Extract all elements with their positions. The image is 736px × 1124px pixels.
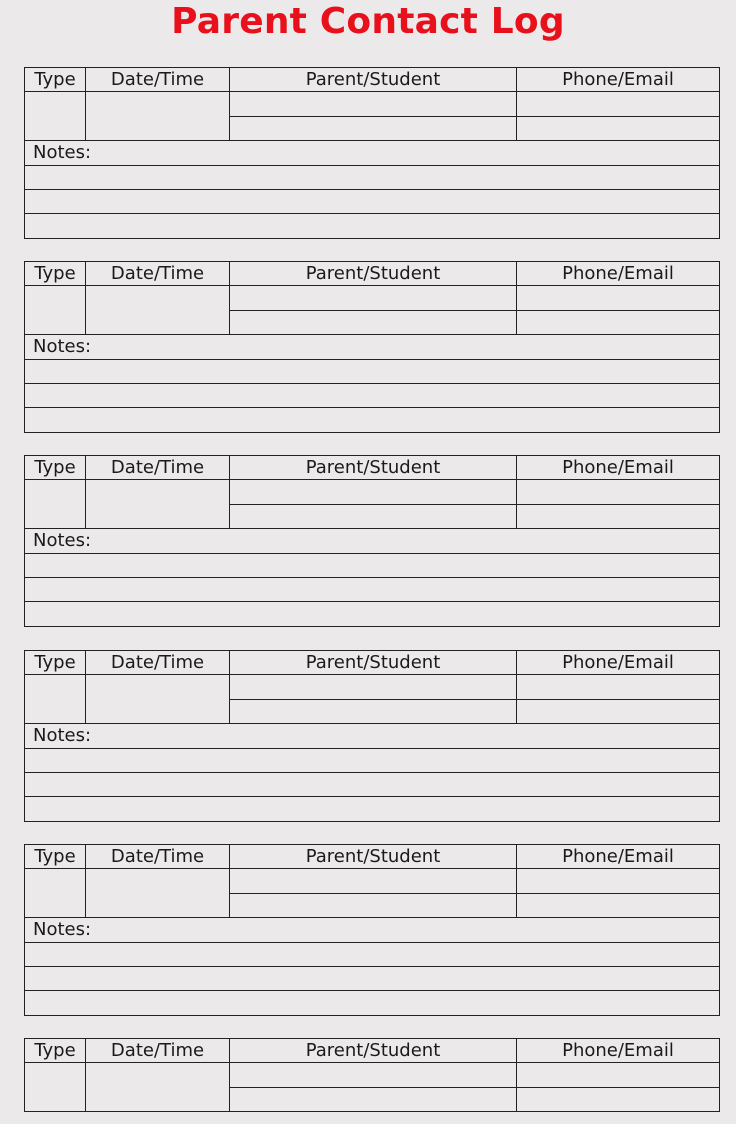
notes-label: Notes: <box>33 530 92 552</box>
header-datetime <box>85 650 230 675</box>
phone-email-field[interactable] <box>516 699 720 724</box>
phone-email-field[interactable] <box>516 674 720 699</box>
header-datetime <box>85 455 230 480</box>
contact-entry <box>24 261 719 432</box>
header-parent-student-label: Parent/Student <box>305 263 441 284</box>
notes-line[interactable] <box>24 213 720 238</box>
header-datetime-label: Date/Time <box>110 652 205 673</box>
parent-student-field[interactable] <box>229 868 517 893</box>
header-phone-email-label: Phone/Email <box>562 846 674 867</box>
notes-line[interactable] <box>24 383 720 408</box>
notes-line[interactable] <box>24 359 720 384</box>
header-type-label: Type <box>34 457 76 478</box>
parent-student-field[interactable] <box>229 674 517 699</box>
type-field[interactable] <box>24 674 86 724</box>
notes-row[interactable] <box>24 140 720 165</box>
header-parent-student <box>229 261 517 286</box>
notes-row[interactable] <box>24 723 720 748</box>
contact-entry <box>24 455 719 626</box>
header-datetime-label: Date/Time <box>110 69 205 90</box>
header-parent-student-label: Parent/Student <box>305 652 441 673</box>
parent-student-field[interactable] <box>229 310 517 335</box>
parent-student-field[interactable] <box>229 116 517 141</box>
header-parent-student <box>229 650 517 675</box>
notes-line[interactable] <box>24 748 720 773</box>
notes-label: Notes: <box>33 919 92 941</box>
header-type <box>24 1038 86 1063</box>
header-type-label: Type <box>34 263 76 284</box>
header-datetime <box>85 261 230 286</box>
parent-student-field[interactable] <box>229 91 517 116</box>
phone-email-field[interactable] <box>516 868 720 893</box>
phone-email-field[interactable] <box>516 504 720 529</box>
header-phone-email <box>516 844 720 869</box>
contact-entry <box>24 1038 719 1111</box>
header-datetime <box>85 844 230 869</box>
type-field[interactable] <box>24 1062 86 1112</box>
header-type-label: Type <box>34 846 76 867</box>
header-datetime-label: Date/Time <box>110 457 205 478</box>
phone-email-field[interactable] <box>516 893 720 918</box>
datetime-field[interactable] <box>85 479 230 529</box>
notes-row[interactable] <box>24 334 720 359</box>
contact-entry <box>24 844 719 1015</box>
parent-student-field[interactable] <box>229 699 517 724</box>
phone-email-field[interactable] <box>516 479 720 504</box>
notes-line[interactable] <box>24 407 720 432</box>
header-type <box>24 67 86 92</box>
contact-entry <box>24 650 719 821</box>
contact-entry <box>24 67 719 238</box>
type-field[interactable] <box>24 91 86 141</box>
notes-line[interactable] <box>24 966 720 991</box>
header-parent-student-label: Parent/Student <box>305 1040 441 1061</box>
datetime-field[interactable] <box>85 674 230 724</box>
notes-line[interactable] <box>24 165 720 190</box>
notes-line[interactable] <box>24 772 720 797</box>
header-datetime-label: Date/Time <box>110 263 205 284</box>
header-parent-student-label: Parent/Student <box>305 457 441 478</box>
notes-line[interactable] <box>24 990 720 1015</box>
header-parent-student-label: Parent/Student <box>305 69 441 90</box>
parent-student-field[interactable] <box>229 479 517 504</box>
header-type <box>24 455 86 480</box>
notes-row[interactable] <box>24 528 720 553</box>
notes-label: Notes: <box>33 336 92 358</box>
phone-email-field[interactable] <box>516 285 720 310</box>
header-datetime-label: Date/Time <box>110 846 205 867</box>
notes-label: Notes: <box>33 142 92 164</box>
notes-line[interactable] <box>24 942 720 967</box>
notes-row[interactable] <box>24 917 720 942</box>
type-field[interactable] <box>24 479 86 529</box>
header-phone-email <box>516 455 720 480</box>
header-parent-student-label: Parent/Student <box>305 846 441 867</box>
header-phone-email-label: Phone/Email <box>562 69 674 90</box>
datetime-field[interactable] <box>85 868 230 918</box>
header-datetime <box>85 67 230 92</box>
header-type-label: Type <box>34 652 76 673</box>
header-parent-student <box>229 844 517 869</box>
header-type <box>24 650 86 675</box>
header-datetime-label: Date/Time <box>110 1040 205 1061</box>
header-phone-email <box>516 650 720 675</box>
notes-line[interactable] <box>24 601 720 626</box>
header-parent-student <box>229 455 517 480</box>
phone-email-field[interactable] <box>516 116 720 141</box>
phone-email-field[interactable] <box>516 310 720 335</box>
header-phone-email-label: Phone/Email <box>562 457 674 478</box>
header-phone-email <box>516 1038 720 1063</box>
notes-line[interactable] <box>24 796 720 821</box>
parent-student-field[interactable] <box>229 893 517 918</box>
type-field[interactable] <box>24 868 86 918</box>
header-type <box>24 261 86 286</box>
header-phone-email-label: Phone/Email <box>562 1040 674 1061</box>
header-phone-email <box>516 67 720 92</box>
parent-student-field[interactable] <box>229 1062 517 1087</box>
parent-student-field[interactable] <box>229 504 517 529</box>
header-parent-student <box>229 1038 517 1063</box>
datetime-field[interactable] <box>85 285 230 335</box>
header-phone-email-label: Phone/Email <box>562 263 674 284</box>
notes-line[interactable] <box>24 189 720 214</box>
header-datetime <box>85 1038 230 1063</box>
parent-student-field[interactable] <box>229 285 517 310</box>
notes-line[interactable] <box>24 553 720 578</box>
phone-email-field[interactable] <box>516 1062 720 1087</box>
phone-email-field[interactable] <box>516 1087 720 1112</box>
datetime-field[interactable] <box>85 91 230 141</box>
datetime-field[interactable] <box>85 1062 230 1112</box>
page-title: Parent Contact Log <box>171 1 565 42</box>
notes-label: Notes: <box>33 725 92 747</box>
header-parent-student <box>229 67 517 92</box>
header-phone-email <box>516 261 720 286</box>
parent-student-field[interactable] <box>229 1087 517 1112</box>
header-type <box>24 844 86 869</box>
type-field[interactable] <box>24 285 86 335</box>
header-phone-email-label: Phone/Email <box>562 652 674 673</box>
header-type-label: Type <box>34 1040 76 1061</box>
header-type-label: Type <box>34 69 76 90</box>
notes-line[interactable] <box>24 577 720 602</box>
phone-email-field[interactable] <box>516 91 720 116</box>
